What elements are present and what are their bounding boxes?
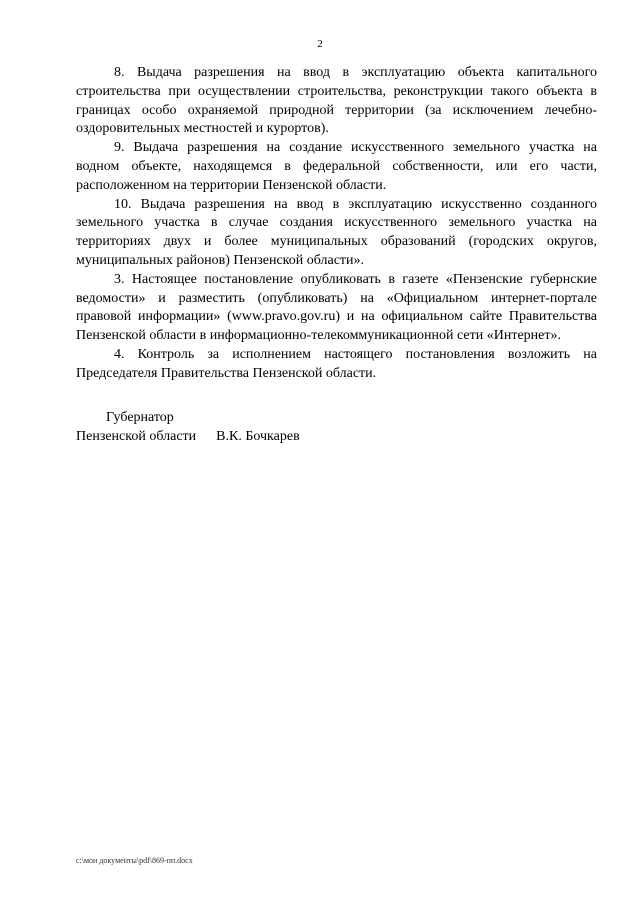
- signature-line: [76, 427, 300, 446]
- paragraph-item-8: 8. Выдача разрешения на ввод в эксплуатацию объекта капитального строительства при осуществлении строительства, реконструкции такого объекта в границах особо охраняемой природной территории (за исключением лечебно-оздоровительных местностей и курортов).: [76, 65, 597, 137]
- signature-title: Губернатор: [106, 410, 174, 425]
- signature-region: Пензенской области: [76, 429, 197, 444]
- paragraph-item-9: 9. Выдача разрешения на создание искусственного земельного участка на водном объекте, находящемся в федеральной собственности, или его части, расположенном на территории Пензенской области.: [76, 140, 597, 193]
- signature-block: [76, 408, 300, 446]
- paragraph-item-10: 10. Выдача разрешения на ввод в эксплуатацию искусственно созданного земельного участка в случае создания искусственного земельного участка на территориях двух и более муниципальных образований (городских округов, муниципальных районов) Пензенской области».: [76, 196, 597, 268]
- page-number: 2: [317, 38, 323, 50]
- signature-name: В.К. Бочкарев: [216, 429, 300, 444]
- footer-file-path: c:\мои документы\pdf\869-пп.docx: [76, 856, 193, 865]
- paragraph-publication-clause: 3. Настоящее постановление опубликовать в газете «Пензенские губернские ведомости» и разместить (опубликовать) на «Официальном интернет-портале правовой информации» (www.pravo.gov.ru) и на официальном сайте Правительства Пензенской области в информационно-телекоммуникационной сети «Интернет».: [76, 271, 597, 344]
- document-body: [76, 64, 597, 384]
- paragraph-control-clause: 4. Контроль за исполнением настоящего постановления возложить на Председателя Правительства Пензенской области.: [76, 346, 597, 381]
